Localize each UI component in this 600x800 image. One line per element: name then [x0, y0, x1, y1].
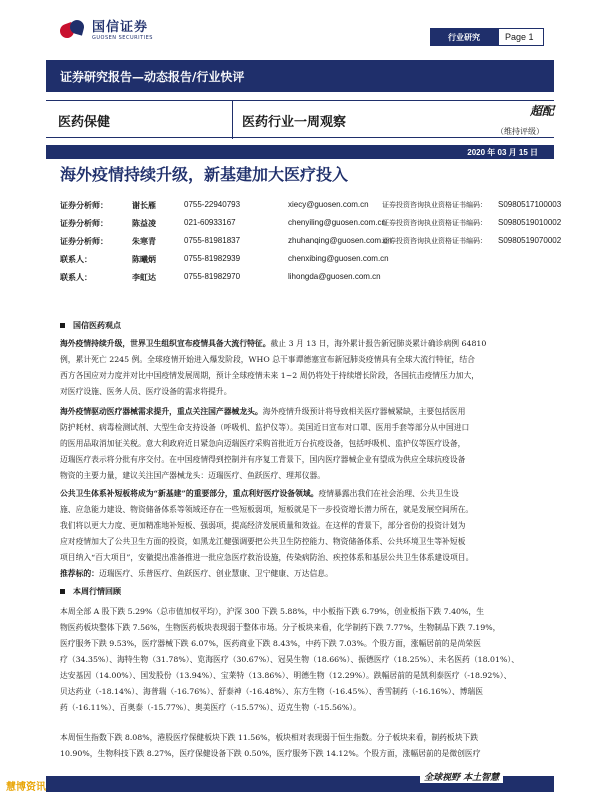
para-line: 应对疫情加大了公共卫生方面的投资，如黑龙江健强调要把公共卫生防控能力、物资储备体系、公共环境卫生等补短板 — [60, 537, 466, 546]
contact-name: 陈曦炳 — [132, 254, 156, 264]
para-line: 防护耗材、病毒检测试剂、大型生命支持设备（呼吸机、监护仪等）。美国近日宣布对口罩、医用手套等部分从中国进口 — [60, 423, 470, 432]
contact-row — [60, 250, 560, 268]
company-logo — [60, 16, 153, 41]
analyst-phone: 021-60933167 — [184, 218, 236, 227]
contact-phone: 0755-81982939 — [184, 254, 241, 263]
para-line: 本周恒生指数下跌 8.08%，港股医疗保健板块下跌 11.56%，板块相对表现弱于恒生指数。分子板块来看，制药板块下跌 — [60, 733, 479, 742]
cert-label: 证券投资咨询执业资格证书编码： — [382, 201, 487, 209]
para-line: 本周全部 A 股下跌 5.29%（总市值加权平均），沪深 300 下跌 5.88%，中小板指下跌 6.79%，创业板指下跌 7.40%，生 — [60, 607, 484, 616]
para-line: 达安基因（14.00%）、国发股份（13.94%）、宝莱特（13.86%）、明德生物（12.29%）。跌幅居前的是凯利泰医疗（-18.92%）、 — [60, 671, 512, 680]
cert-label: 证券投资咨询执业资格证书编码： — [382, 219, 487, 227]
date-bar — [46, 145, 554, 159]
report-type-tag: 行业研究 — [430, 28, 498, 46]
para-line: 例，累计死亡 2245 例。全球疫情开始进入爆发阶段，WHO 总干事谭德塞宣布新冠肺炎疫情具有全球大流行特征，结合 — [60, 355, 475, 364]
contact-role: 联系人： — [60, 254, 92, 264]
section-title: 国信医药观点 — [73, 320, 121, 330]
recommend-list: 迈瑞医疗、乐普医疗、鱼跃医疗、创业慧康、卫宁健康、万达信息。 — [98, 569, 333, 578]
analyst-email[interactable]: xiecy@guosen.com.cn — [288, 200, 369, 209]
analyst-role: 证券分析师： — [60, 200, 108, 210]
cert-number: S0980519070002 — [498, 236, 562, 245]
logo-icon — [60, 18, 88, 40]
analyst-row — [60, 196, 560, 214]
analyst-role: 证券分析师： — [60, 218, 108, 228]
divider — [232, 101, 233, 139]
para-line: 施、应急能力建设、物资储备体系等领域还存在一些短板弱项，短板就是下一步投资增长潜力所在，就是发展空间所在。 — [60, 505, 474, 514]
para-line: 对医疗设施、医务人员、医疗设备的需求将提升。 — [60, 387, 232, 396]
analyst-email[interactable]: chenyiling@guosen.com.cn — [288, 218, 386, 227]
para-line: 西方各国应对力度并对比中国疫情发展周期，预计全球疫情未来 1~2 周仍将处于持续增长阶段，各国抗击疫情压力加大， — [60, 371, 480, 380]
section-heading-views — [60, 320, 121, 331]
contact-email[interactable]: lihongda@guosen.com.cn — [288, 272, 381, 281]
footer-slogan: 全球视野 本土智慧 — [420, 770, 503, 783]
bullet-square-icon — [60, 323, 65, 328]
para-line: 疫情暴露出我们在社会治理、公共卫生设 — [318, 489, 459, 498]
para-line: 我们将以更大力度、更加精准地补短板、强弱项，提高经济发展质量和效益。在这样的背景下，部分省份的投资计划为 — [60, 521, 466, 530]
para-line: 贝达药业（-18.14%）、海普瑞（-16.76%）、舒泰神（-16.48%）、东方生物（-16.45%）、香雪制药（-16.16%）、博瑞医 — [60, 687, 484, 696]
page-number: Page 1 — [498, 28, 544, 46]
para-line: 10.90%，生物科技下跌 8.27%，医疗保健设备下跌 0.50%，医疗服务下跌 14.12%。个股方面，涨幅居前的是微创医疗 — [60, 749, 481, 758]
report-title: 医药行业一周观察 — [242, 115, 347, 130]
para-line: 项目纳入“百大项目”，安徽提出准备推进一批应急医疗救治设施，传染病防治、疾控体系和基层公共卫生体系建设项目。 — [60, 553, 474, 562]
contact-phone: 0755-81982970 — [184, 272, 241, 281]
analyst-role: 证券分析师： — [60, 236, 108, 246]
contact-row — [60, 268, 560, 286]
para-line: 截止 3 月 13 日，海外累计报告新冠肺炎累计确诊病例 64810 — [270, 339, 487, 348]
lead-bold: 海外疫情驱动医疗器械需求提升，重点关注国产器械龙头。 — [60, 407, 263, 416]
headline: 海外疫情持续升级，新基建加大医疗投入 — [60, 165, 349, 184]
analyst-row — [60, 214, 560, 232]
para-line: 的医用品取消加征关税。意大利政府近日紧急向迈瑞医疗采购首批近万台抗疫设备，包括呼吸机、监护仪等医疗设备， — [60, 439, 466, 448]
para-line: 物资的主要力量，建议关注国产器械龙头：迈瑞医疗、鱼跃医疗、理邦仪器。 — [60, 471, 326, 480]
sector-name: 医药保健 — [58, 115, 111, 130]
paragraph-devices — [60, 404, 548, 484]
rating: 超配 — [530, 104, 555, 118]
sector-row — [46, 100, 554, 138]
cert-label: 证券投资咨询执业资格证书编码： — [382, 237, 487, 245]
report-date: 2020 年 03 月 15 日 — [467, 147, 538, 157]
section-title: 本周行情回顾 — [73, 586, 121, 596]
para-line: 迈瑞医疗表示将分批有序交付。在中国疫情得到控制并有序复工背景下，国内医疗器械企业有望成为供应全球抗疫设备 — [60, 455, 466, 464]
analyst-name: 陈益凌 — [132, 218, 156, 228]
analyst-row — [60, 232, 560, 250]
lead-bold: 海外疫情持续升级，世界卫生组织宣布疫情具备大流行特征。 — [60, 339, 271, 348]
analyst-name: 谢长雁 — [132, 200, 156, 210]
para-line: 医疗服务下跌 9.53%，医疗器械下跌 6.07%，医药商业下跌 8.43%，中药下跌 7.03%。个股方面，涨幅居前的是尚荣医 — [60, 639, 481, 648]
report-banner: 证券研究报告—动态报告/行业快评 — [46, 60, 554, 92]
paragraph-outbreak — [60, 336, 548, 400]
section-heading-market — [60, 586, 121, 597]
analyst-name: 朱寒青 — [132, 236, 156, 246]
paragraph-a-share — [60, 604, 548, 716]
contact-role: 联系人： — [60, 272, 92, 282]
cert-number: S0980519010002 — [498, 218, 562, 227]
contact-name: 李虹达 — [132, 272, 156, 282]
paragraph-infrastructure — [60, 486, 548, 582]
analyst-phone: 0755-22940793 — [184, 200, 241, 209]
bullet-square-icon — [60, 589, 65, 594]
para-line: 疗（34.35%）、海特生物（31.78%）、览海医疗（30.67%）、冠昊生物（18.66%）、振德医疗（18.25%）、未名医药（18.01%）、 — [60, 655, 520, 664]
analyst-list — [60, 196, 560, 286]
paragraph-hk — [60, 730, 548, 762]
cert-number: S0980517100003 — [498, 200, 562, 209]
recommend-label: 推荐标的： — [60, 569, 99, 578]
logo-cn: 国信证券 — [92, 20, 149, 35]
analyst-email[interactable]: zhuhanqing@guosen.com.cn — [288, 236, 392, 245]
rating-note: （维持评级） — [496, 127, 544, 136]
para-line: 药（-16.11%）、百奥泰（-15.77%）、奥美医疗（-15.57%）、迈克生物（-15.56%）。 — [60, 703, 361, 712]
logo-en: GUOSEN SECURITIES — [92, 35, 153, 41]
contact-email[interactable]: chenxibing@guosen.com.cn — [288, 254, 389, 263]
lead-bold: 公共卫生体系补短板将成为“新基建”的重要部分，重点利好医疗设备领域。 — [60, 489, 319, 498]
analyst-phone: 0755-81981837 — [184, 236, 241, 245]
watermark: 慧博资讯 — [6, 782, 46, 793]
para-line: 物医药板块整体下跌 7.56%，生物医药板块表现弱于整体市场。分子板块来看，化学制药下跌 7.77%，生物制品下跌 7.19%， — [60, 623, 501, 632]
para-line: 海外疫情升级预计将导致相关医疗器械紧缺，主要包括医用 — [262, 407, 466, 416]
